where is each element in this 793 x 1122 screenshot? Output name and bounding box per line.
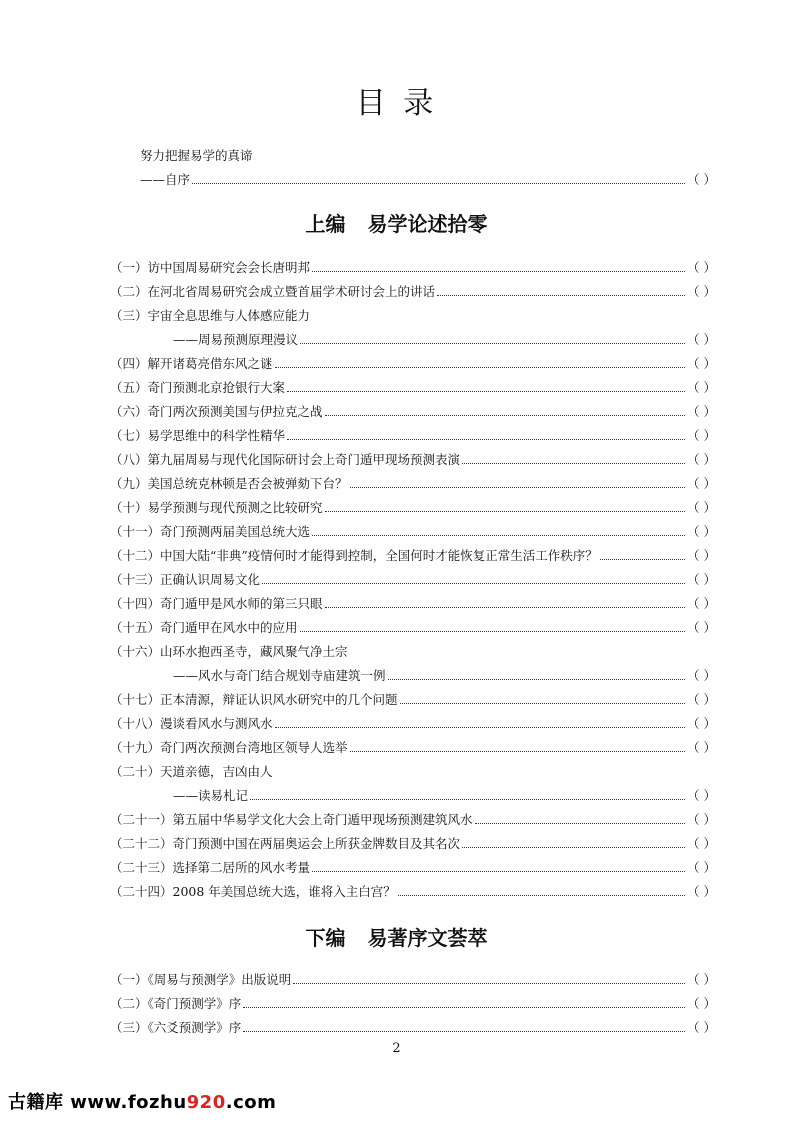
leader-dots — [275, 716, 685, 728]
leader-dots — [462, 836, 685, 848]
page-ref: （ ） — [687, 620, 716, 635]
section-label: 上编 — [305, 212, 346, 236]
leader-dots — [462, 452, 685, 464]
toc-entry[interactable] — [110, 306, 715, 326]
section-name: 易著序文荟萃 — [367, 926, 488, 950]
leader-dots — [262, 572, 685, 584]
toc-entry-title: （三）《六爻预测学》序 — [110, 1020, 242, 1035]
leader-dots — [287, 380, 685, 392]
page-ref: （ ） — [687, 428, 716, 443]
toc-entry[interactable] — [110, 450, 715, 470]
page-ref: （ ） — [687, 716, 716, 731]
page-ref: （ ） — [687, 972, 716, 987]
preface-line1: 努力把握易学的真谛 — [140, 148, 253, 163]
leader-dots — [475, 812, 685, 824]
page-ref: （ ） — [687, 356, 716, 371]
leader-dots — [287, 428, 685, 440]
toc-entry-title: （二）《奇门预测学》序 — [110, 996, 242, 1011]
leader-dots — [275, 356, 685, 368]
toc-entry-title: （六）奇门两次预测美国与伊拉克之战 — [110, 404, 323, 419]
page-ref: （ ） — [687, 404, 716, 419]
toc-entry-title: （一）《周易与预测学》出版说明 — [110, 972, 292, 987]
leader-dots — [192, 172, 685, 184]
toc-entry[interactable] — [110, 970, 715, 990]
toc-entry-title: （十四）奇门遁甲是风水师的第三只眼 — [110, 596, 323, 611]
page-ref: （ ） — [687, 380, 716, 395]
leader-dots — [312, 860, 685, 872]
toc-entry[interactable] — [110, 402, 715, 422]
leader-dots — [437, 284, 685, 296]
section-heading-1 — [0, 208, 793, 237]
page-ref: （ ） — [687, 860, 716, 875]
toc-entry-title: （十五）奇门遁甲在风水中的应用 — [110, 620, 298, 635]
page-ref: （ ） — [687, 812, 716, 827]
page-ref: （ ） — [687, 260, 716, 275]
toc-entry-title: （十九）奇门两次预测台湾地区领导人选举 — [110, 740, 348, 755]
toc-entry[interactable] — [110, 498, 715, 518]
toc-entry[interactable] — [110, 738, 715, 758]
toc-entry-title: （五）奇门预测北京抢银行大案 — [110, 380, 286, 395]
page-ref: （ ） — [687, 332, 716, 347]
toc-entry-title: （十七）正本清源，辩证认识风水研究中的几个问题 — [110, 692, 398, 707]
page-number: 2 — [392, 1041, 401, 1056]
page-ref: （ ） — [687, 172, 716, 187]
watermark-text: 古籍库 www.fozhu — [8, 1092, 187, 1113]
toc-entry-title: （二十三）选择第二居所的风水考量 — [110, 860, 311, 875]
toc-entry[interactable] — [110, 858, 715, 878]
toc-entry-title: （二十一）第五届中华易学文化大会上奇门遁甲现场预测建筑风水 — [110, 812, 473, 827]
leader-dots — [300, 332, 685, 344]
toc-entry-title: （二十）天道亲德，吉凶由人 — [110, 764, 273, 779]
toc-entry[interactable] — [110, 258, 715, 278]
toc-entry-title: ——风水与奇门结合规划寺庙建筑一例 — [173, 668, 386, 683]
page-ref: （ ） — [687, 836, 716, 851]
toc-entry[interactable] — [173, 786, 715, 806]
page-ref: （ ） — [687, 548, 716, 563]
toc-entry[interactable] — [110, 714, 715, 734]
leader-dots — [325, 500, 685, 512]
leader-dots — [350, 476, 685, 488]
page-ref: （ ） — [687, 996, 716, 1011]
page-ref: （ ） — [687, 452, 716, 467]
page-ref: （ ） — [687, 884, 716, 899]
toc-entry[interactable] — [110, 618, 715, 638]
toc-entry[interactable] — [110, 522, 715, 542]
toc-entry-title: ——读易札记 — [173, 788, 249, 803]
toc-entry[interactable] — [110, 762, 715, 782]
toc-entry[interactable] — [110, 690, 715, 710]
toc-entry-title: （十一）奇门预测两届美国总统大选 — [110, 524, 311, 539]
toc-entry-title: （七）易学思维中的科学性精华 — [110, 428, 286, 443]
page-ref: （ ） — [687, 596, 716, 611]
toc-entry[interactable] — [110, 282, 715, 302]
leader-dots — [400, 692, 685, 704]
preface-entry[interactable] — [140, 170, 715, 190]
section-name: 易学论述拾零 — [367, 212, 488, 236]
toc-entry-title: （八）第九届周易与现代化国际研讨会上奇门遁甲现场预测表演 — [110, 452, 461, 467]
page-ref: （ ） — [687, 500, 716, 515]
leader-dots — [243, 1020, 685, 1032]
page-ref: （ ） — [687, 692, 716, 707]
toc-entry[interactable] — [110, 378, 715, 398]
toc-entry[interactable] — [110, 570, 715, 590]
toc-entry-title: （十六）山环水抱西圣寺，藏风聚气净土宗 — [110, 644, 348, 659]
leader-dots — [398, 884, 685, 896]
toc-entry[interactable] — [110, 994, 715, 1014]
leader-dots — [250, 788, 685, 800]
page-ref: （ ） — [687, 740, 716, 755]
toc-entry-title: （九）美国总统克林顿是否会被弹劾下台？ — [110, 476, 348, 491]
toc-entry-title: （二）在河北省周易研究会成立暨首届学术研讨会上的讲话 — [110, 284, 436, 299]
toc-entry-title: ——周易预测原理漫议 — [173, 332, 299, 347]
toc-entry-title: （十二）中国大陆“非典”疫情何时才能得到控制，全国何时才能恢复正常生活工作秩序？ — [110, 548, 598, 563]
toc-entry[interactable] — [110, 594, 715, 614]
leader-dots — [325, 404, 685, 416]
watermark-domain: .com — [225, 1092, 277, 1113]
toc-entry-title: （二十四）2008 年美国总统大选，谁将入主白宫？ — [110, 884, 396, 899]
preface-line2: ——自序 — [140, 172, 191, 187]
page-ref: （ ） — [687, 572, 716, 587]
page-ref: （ ） — [687, 476, 716, 491]
toc-entry[interactable] — [110, 1018, 715, 1038]
toc-entry[interactable] — [110, 834, 715, 854]
page-title: 目 录 — [355, 86, 438, 121]
section-label: 下编 — [305, 926, 346, 950]
page-ref: （ ） — [687, 788, 716, 803]
leader-dots — [600, 548, 685, 560]
toc-entry-title: （一）访中国周易研究会会长唐明邦 — [110, 260, 311, 275]
toc-entry-title: （二十二）奇门预测中国在两届奥运会上所获金牌数目及其名次 — [110, 836, 461, 851]
watermark — [8, 1088, 276, 1114]
toc-entry-title: （十三）正确认识周易文化 — [110, 572, 261, 587]
leader-dots — [312, 260, 685, 272]
preface-title — [140, 146, 715, 166]
toc-entry[interactable] — [110, 354, 715, 374]
leader-dots — [388, 668, 685, 680]
leader-dots — [312, 524, 685, 536]
toc-entry[interactable] — [110, 882, 715, 902]
page-ref: （ ） — [687, 524, 716, 539]
leader-dots — [293, 972, 685, 984]
leader-dots — [350, 740, 685, 752]
toc-entry[interactable] — [173, 666, 715, 686]
page-ref: （ ） — [687, 1020, 716, 1035]
watermark-number: 920 — [186, 1092, 226, 1113]
toc-entry[interactable] — [110, 426, 715, 446]
toc-entry-title: （十八）漫谈看风水与测风水 — [110, 716, 273, 731]
leader-dots — [325, 596, 685, 608]
toc-entry[interactable] — [110, 546, 715, 566]
toc-entry-title: （三）宇宙全息思维与人体感应能力 — [110, 308, 311, 323]
leader-dots — [300, 620, 685, 632]
section-heading-2 — [0, 922, 793, 951]
toc-entry[interactable] — [173, 330, 715, 350]
leader-dots — [243, 996, 685, 1008]
toc-entry[interactable] — [110, 810, 715, 830]
page-ref: （ ） — [687, 284, 716, 299]
toc-entry-title: （四）解开诸葛亮借东风之谜 — [110, 356, 273, 371]
toc-entry[interactable] — [110, 474, 715, 494]
toc-entry-title: （十）易学预测与现代预测之比较研究 — [110, 500, 323, 515]
page-ref: （ ） — [687, 668, 716, 683]
toc-entry[interactable] — [110, 642, 715, 662]
